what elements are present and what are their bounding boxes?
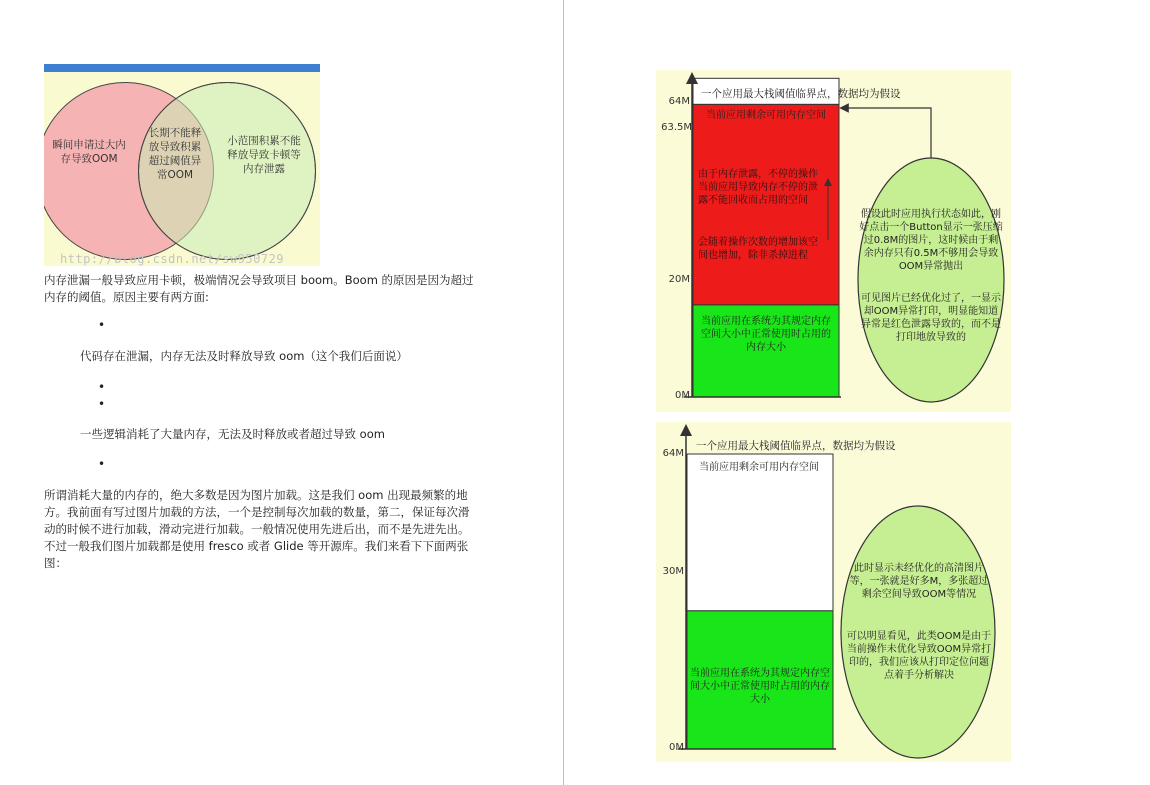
chart-title: 一个应用最大栈阈值临界点，数据均为假设 <box>696 440 896 452</box>
y-tick-label: 0M <box>669 742 684 753</box>
y-tick-label: 64M <box>662 448 684 459</box>
remaining-space-label: 当前应用剩余可用内存空间 <box>699 462 819 473</box>
bullet-marker: • <box>98 397 106 411</box>
venn-diagram <box>44 64 320 266</box>
y-tick-label: 20M <box>668 274 690 285</box>
bullet-marker: • <box>98 318 106 332</box>
memory-chart-leak <box>656 70 1011 412</box>
annotation-text-2: 可以明显看见，此类OOM是由于当前操作未优化导致OOM异常打印的，我们应该从打印定位问题点着手分析解决 <box>846 631 992 681</box>
list-item-leak: 代码存在泄漏，内存无法及时释放导致 oom（这个我们后面说） <box>80 349 408 363</box>
memory-chart-unoptimized <box>656 422 1011 762</box>
remaining-space-label: 当前应用剩余可用内存空间 <box>706 110 826 121</box>
watermark: http://blog.csdn.net/sw950729 <box>60 252 285 266</box>
bullet-marker: • <box>98 380 106 394</box>
bullet-marker: • <box>98 457 106 471</box>
annotation-arrow <box>844 108 931 158</box>
leak-segment-label-2: 会随着操作次数的增加该空间也增加，除非杀掉进程 <box>698 237 818 261</box>
paragraph-intro: 内存泄漏一般导致应用卡顿，极端情况会导致项目 boom。Boom 的原因是因为超过内存的阈值。原因主要有两方面: <box>44 273 474 304</box>
venn-left-label: 瞬间申请过大内存导致OOM <box>52 139 126 165</box>
venn-right-label: 小范围积累不能释放导致卡顿等内存泄露 <box>227 135 301 175</box>
y-tick-label: 30M <box>662 566 684 577</box>
used-segment-label: 当前应用在系统为其规定内存空间大小中正常使用时占用的内存大小 <box>701 316 831 353</box>
y-tick-label: 64M <box>668 96 690 107</box>
left-page <box>0 0 563 785</box>
memory-segment-free <box>687 454 833 611</box>
annotation-text: 假设此时应用执行状态如此，刚好点击一个Button显示一张压缩过0.8M的图片，这时候由于剩余内存只有0.5M不够用会导致OOM异常抛出 <box>859 209 1003 272</box>
list-item-heavy-logic: 一些逻辑消耗了大量内存，无法及时释放或者超过导致 oom <box>80 427 385 441</box>
venn-middle-label: 长期不能释放导致积累超过阈值异常OOM <box>148 127 202 181</box>
paragraph-image-loading: 所谓消耗大量的内存的，绝大多数是因为图片加载。这是我们 oom 出现最频繁的地方。我前面有写过图片加载的方法，一个是控制每次加载的数量，第二，保证每次滑动的时候不进行加载，滑动完进行加载。一般情况使用先进后出，而不是先进先出。不过一般我们图片加载都是使用 fresco 或者 Glide 等开源库。我们来看下下面两张图： <box>44 488 470 570</box>
cropped-caption-banner <box>44 64 320 72</box>
y-tick-label: 63.5M <box>661 122 692 133</box>
leak-segment-label: 由于内存泄露，不停的操作当前应用导致内存不停的泄露不能回收而占用的空间 <box>698 169 818 206</box>
chart-title: 一个应用最大栈阈值临界点，数据均为假设 <box>701 88 901 100</box>
annotation-text: 此时显示未经优化的高清图片等，一张就是好多M，多张超过剩余空间导致OOM等情况 <box>849 563 989 600</box>
y-tick-label: 0M <box>675 390 690 401</box>
used-segment-label: 当前应用在系统为其规定内存空间大小中正常使用时占用的内存大小 <box>690 668 830 705</box>
annotation-ellipse <box>858 158 1004 402</box>
annotation-text-2: 可见图片已经优化过了，一显示却OOM异常打印，明显能知道异常是红色泄露导致的，而不是打印地放导致的 <box>861 293 1001 343</box>
